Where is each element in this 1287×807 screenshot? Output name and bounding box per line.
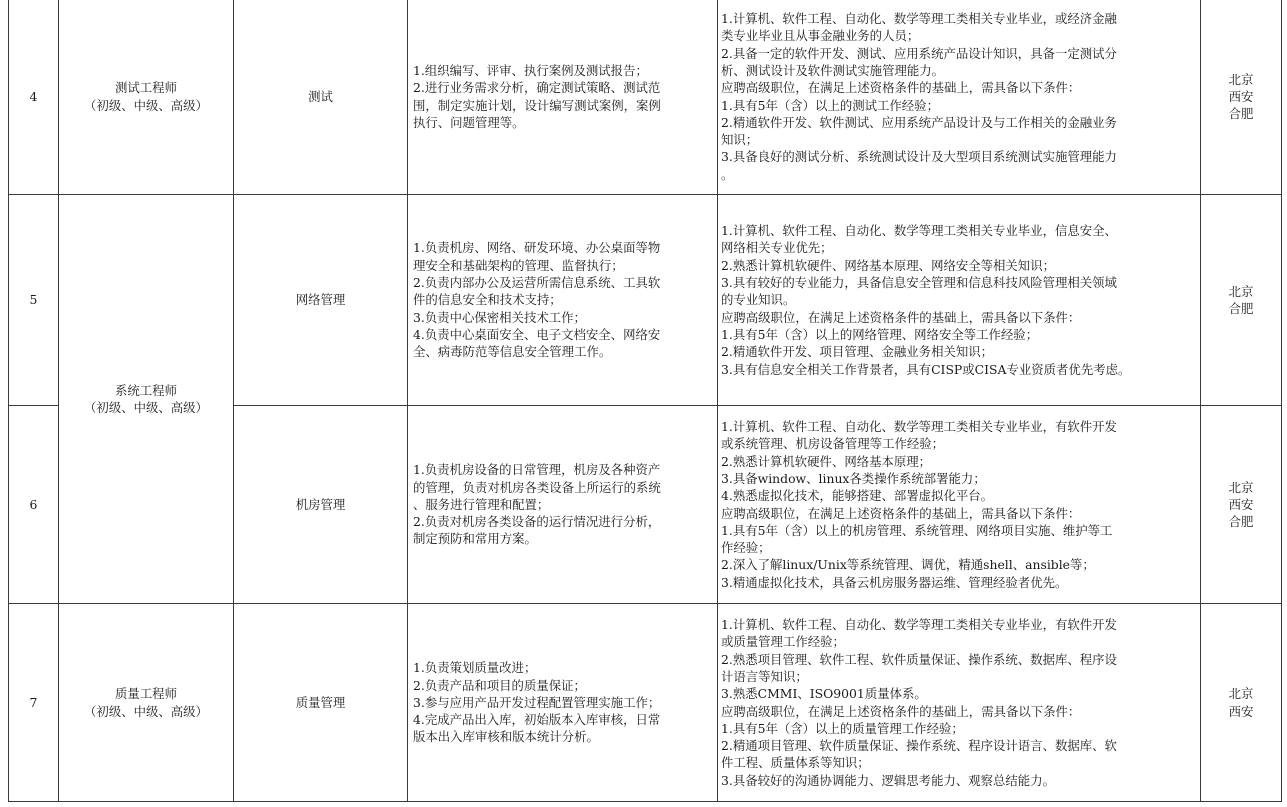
job-requirements xyxy=(718,604,1201,802)
text-line: 应聘高级职位，在满足上述资格条件的基础上，需具备以下条件： xyxy=(721,703,1081,719)
text-line: 1.负责机房设备的日常管理，机房及各种资产 xyxy=(413,462,661,478)
text-line: 3.负责中心保密相关技术工作； xyxy=(413,309,586,325)
text-line: 2.负责产品和项目的质量保证； xyxy=(413,677,586,693)
text-line: 执行、问题管理等。 xyxy=(413,114,525,130)
text-line: 应聘高级职位，在满足上述资格条件的基础上，需具备以下条件： xyxy=(721,309,1081,325)
job-category: 机房管理 xyxy=(234,406,408,604)
job-duties xyxy=(408,604,718,802)
text-line: 1.具有5年（含）以上的网络管理、网络安全等工作经验； xyxy=(721,326,1039,342)
row-number: 4 xyxy=(9,0,59,195)
text-line: 2.熟悉项目管理、软件工程、软件质量保证、操作系统、数据库、程序设 xyxy=(721,651,1117,667)
text-line: 知识； xyxy=(721,132,759,148)
text-line: 2.具备一定的软件开发、测试、应用系统产品设计知识，具备一定测试分 xyxy=(721,45,1117,61)
text-line: 件的信息安全和技术支持； xyxy=(413,292,562,308)
job-requirements xyxy=(718,195,1201,406)
text-line: 或系统管理、机房设备管理等工作经验； xyxy=(721,436,945,452)
position-title xyxy=(59,604,234,802)
text-line: 或质量管理工作经验； xyxy=(721,634,845,650)
text-line: 类专业毕业且从事金融业务的人员； xyxy=(721,28,920,44)
work-locations xyxy=(1201,406,1282,604)
text-line: 2.熟悉计算机软硬件、网络基本原理、网络安全等相关知识； xyxy=(721,257,1055,273)
text-line: 版本出入库审核和版本统计分析。 xyxy=(413,729,599,745)
text-line: 。 xyxy=(721,166,734,182)
text-line: 2.精通软件开发、软件测试、应用系统产品设计及与工作相关的金融业务 xyxy=(721,114,1117,130)
text-line: 制定预防和常用方案。 xyxy=(413,531,537,547)
text-line: 析、测试设计及软件测试实施管理能力。 xyxy=(721,62,945,78)
position-levels: （初级、中级、高级） xyxy=(84,703,208,719)
text-line: 1.计算机、软件工程、自动化、数学等理工类相关专业毕业，或经济金融 xyxy=(721,11,1117,27)
text-line: 2.熟悉计算机软硬件、网络基本原理； xyxy=(721,453,932,469)
text-line: 1.负责策划质量改进； xyxy=(413,660,537,676)
location-item: 北京 xyxy=(1228,479,1254,495)
work-locations xyxy=(1201,604,1282,802)
location-item: 西安 xyxy=(1228,88,1254,104)
text-line: 1.具有5年（含）以上的测试工作经验； xyxy=(721,97,939,113)
position-title xyxy=(59,0,234,195)
text-line: 应聘高级职位，在满足上述资格条件的基础上，需具备以下条件： xyxy=(721,505,1081,521)
job-duties xyxy=(408,0,718,195)
text-line: 1.具有5年（含）以上的机房管理、系统管理、网络项目实施、维护等工 xyxy=(721,522,1113,538)
text-line: 3.熟悉CMMI、ISO9001质量体系。 xyxy=(721,686,927,702)
location-item: 合肥 xyxy=(1228,514,1254,530)
job-duties xyxy=(408,195,718,406)
position-levels: （初级、中级、高级） xyxy=(84,400,208,415)
text-line: 2.精通软件开发、项目管理、金融业务相关知识； xyxy=(721,344,994,360)
work-locations xyxy=(1201,195,1282,406)
row-number: 7 xyxy=(9,604,59,802)
location-item: 合肥 xyxy=(1228,301,1254,316)
text-line: 网络相关专业优先； xyxy=(721,240,833,256)
text-line: 应聘高级职位，在满足上述资格条件的基础上，需具备以下条件： xyxy=(721,80,1081,96)
text-line: 3.具备良好的测试分析、系统测试设计及大型项目系统测试实施管理能力 xyxy=(721,149,1117,165)
row-number: 5 xyxy=(9,195,59,406)
position-levels: （初级、中级、高级） xyxy=(84,97,208,113)
table-row xyxy=(9,195,1282,406)
text-line: 2.负责内部办公及运营所需信息系统、工具软 xyxy=(413,275,661,291)
table-row xyxy=(9,604,1282,802)
text-line: 的管理，负责对机房各类设备上所运行的系统 xyxy=(413,479,661,495)
work-locations xyxy=(1201,0,1282,195)
text-line: 2.进行业务需求分析，确定测试策略、测试范 xyxy=(413,80,661,96)
job-requirements-table xyxy=(8,0,1282,802)
location-item: 西安 xyxy=(1228,496,1254,512)
job-duties xyxy=(408,406,718,604)
text-line: 2.负责对机房各类设备的运行情况进行分析， xyxy=(413,514,661,530)
location-item: 北京 xyxy=(1228,283,1254,299)
text-line: 1.计算机、软件工程、自动化、数学等理工类相关专业毕业，有软件开发 xyxy=(721,419,1117,435)
text-line: 3.具备较好的沟通协调能力、逻辑思考能力、观察总结能力。 xyxy=(721,772,1055,788)
job-category: 测试 xyxy=(234,0,408,195)
text-line: 件工程、质量体系等知识； xyxy=(721,755,870,771)
text-line: 4.熟悉虚拟化技术，能够搭建、部署虚拟化平台。 xyxy=(721,488,994,504)
location-item: 西安 xyxy=(1228,703,1254,719)
row-number: 6 xyxy=(9,406,59,604)
text-line: 3.具有信息安全相关工作背景者，具有CISP或CISA专业资质者优先考虑。 xyxy=(721,361,1131,377)
text-line: 1.计算机、软件工程、自动化、数学等理工类相关专业毕业，信息安全、 xyxy=(721,223,1117,239)
position-title xyxy=(59,195,234,604)
text-line: 围，制定实施计划，设计编写测试案例，案例 xyxy=(413,97,661,113)
table-row xyxy=(9,0,1282,195)
text-line: 1.具有5年（含）以上的质量管理工作经验； xyxy=(721,720,964,736)
text-line: 3.精通虚拟化技术，具备云机房服务器运维、管理经验者优先。 xyxy=(721,574,1068,590)
location-item: 北京 xyxy=(1228,71,1254,87)
text-line: 理安全和基础架构的管理、监督执行； xyxy=(413,257,624,273)
text-line: 1.计算机、软件工程、自动化、数学等理工类相关专业毕业，有软件开发 xyxy=(721,617,1117,633)
text-line: 3.参与应用产品开发过程配置管理实施工作； xyxy=(413,694,661,710)
text-line: 计语言等知识； xyxy=(721,668,808,684)
position-name: 系统工程师 xyxy=(115,382,177,398)
position-name: 质量工程师 xyxy=(115,686,177,702)
text-line: 3.具有较好的专业能力，具备信息安全管理和信息科技风险管理相关领域 xyxy=(721,275,1117,291)
text-line: 1.组织编写、评审、执行案例及测试报告； xyxy=(413,62,648,78)
text-line: 作经验； xyxy=(721,540,771,556)
job-category: 网络管理 xyxy=(234,195,408,406)
text-line: 1.负责机房、网络、研发环境、办公桌面等物 xyxy=(413,240,661,256)
text-line: 4.负责中心桌面安全、电子文档安全、网络安 xyxy=(413,326,661,342)
text-line: 、服务进行管理和配置； xyxy=(413,496,550,512)
text-line: 全、病毒防范等信息安全管理工作。 xyxy=(413,344,612,360)
text-line: 的专业知识。 xyxy=(721,292,796,308)
position-name: 测试工程师 xyxy=(115,80,177,96)
location-item: 北京 xyxy=(1228,686,1254,702)
text-line: 3.具备window、linux各类操作系统部署能力； xyxy=(721,470,986,486)
job-category: 质量管理 xyxy=(234,604,408,802)
text-line: 2.精通项目管理、软件质量保证、操作系统、程序设计语言、数据库、软 xyxy=(721,738,1117,754)
text-line: 4.完成产品出入库，初始版本入库审核，日常 xyxy=(413,712,661,728)
text-line: 2.深入了解linux/Unix等系统管理、调优，精通shell、ansible等； xyxy=(721,557,1095,573)
job-requirements xyxy=(718,406,1201,604)
location-item: 合肥 xyxy=(1228,106,1254,122)
job-requirements xyxy=(718,0,1201,195)
